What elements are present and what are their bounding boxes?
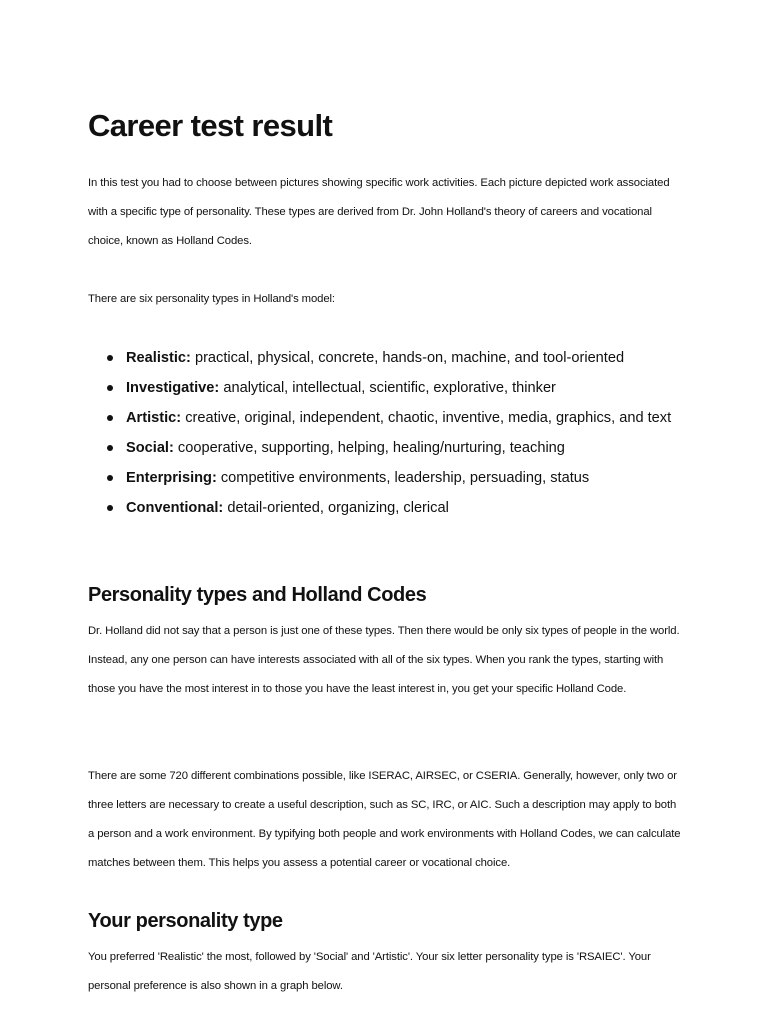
type-name: Artistic: [126,410,182,426]
type-name: Conventional: [126,500,224,516]
type-name: Enterprising: [126,470,217,486]
personality-types-list [88,343,716,523]
list-item [126,493,716,523]
holland-paragraph-2: There are some 720 different combinations possible, like ISERAC, AIRSEC, or CSERIA. Generally, however, only two or three letters are necessary to create a useful description, such as SC, IRC, or AIC. Such a description may apply to both a person and a work environment. By typifying both people and work environments with Holland Codes, we can calculate matches between them. This helps you assess a potential career or vocational choice. [88,770,681,869]
your-type-heading: Your personality type [88,910,283,932]
type-name: Social: [126,440,174,456]
page-title: Career test result [88,108,333,143]
list-item [126,463,716,493]
type-description: practical, physical, concrete, hands-on, machine, and tool-oriented [194,350,625,366]
type-name: Investigative: [126,380,220,396]
list-item [126,343,716,373]
type-name: Realistic: [126,350,191,366]
holland-paragraph-1: Dr. Holland did not say that a person is just one of these types. Then there would be only six types of people in the world. Instead, any one person can have interests associated with all of the six types. When you rank the types, starting with those you have the most interest in to those you have the least interest in, you get your specific Holland Code. [88,625,680,695]
list-item [126,373,716,403]
type-description: detail-oriented, organizing, clerical [227,500,449,516]
your-type-paragraph: You preferred 'Realistic' the most, followed by 'Social' and 'Artistic'. Your six letter personality type is 'RSAIEC'. Your personal preference is also shown in a graph below. [88,951,651,992]
holland-codes-heading: Personality types and Holland Codes [88,584,427,606]
type-description: cooperative, supporting, helping, healing/nurturing, teaching [177,440,565,456]
list-item [126,403,716,433]
intro-paragraph: In this test you had to choose between pictures showing specific work activities. Each picture depicted work associated with a specific type of personality. These types are derived from Dr. John Holland's theory of careers and vocational choice, known as Holland Codes. [88,177,670,247]
type-description: analytical, intellectual, scientific, explorative, thinker [223,380,556,396]
types-intro-paragraph: There are six personality types in Holland's model: [88,293,335,305]
list-item [126,433,716,463]
type-description: competitive environments, leadership, persuading, status [220,470,590,486]
type-description: creative, original, independent, chaotic, inventive, media, graphics, and text [185,410,672,426]
